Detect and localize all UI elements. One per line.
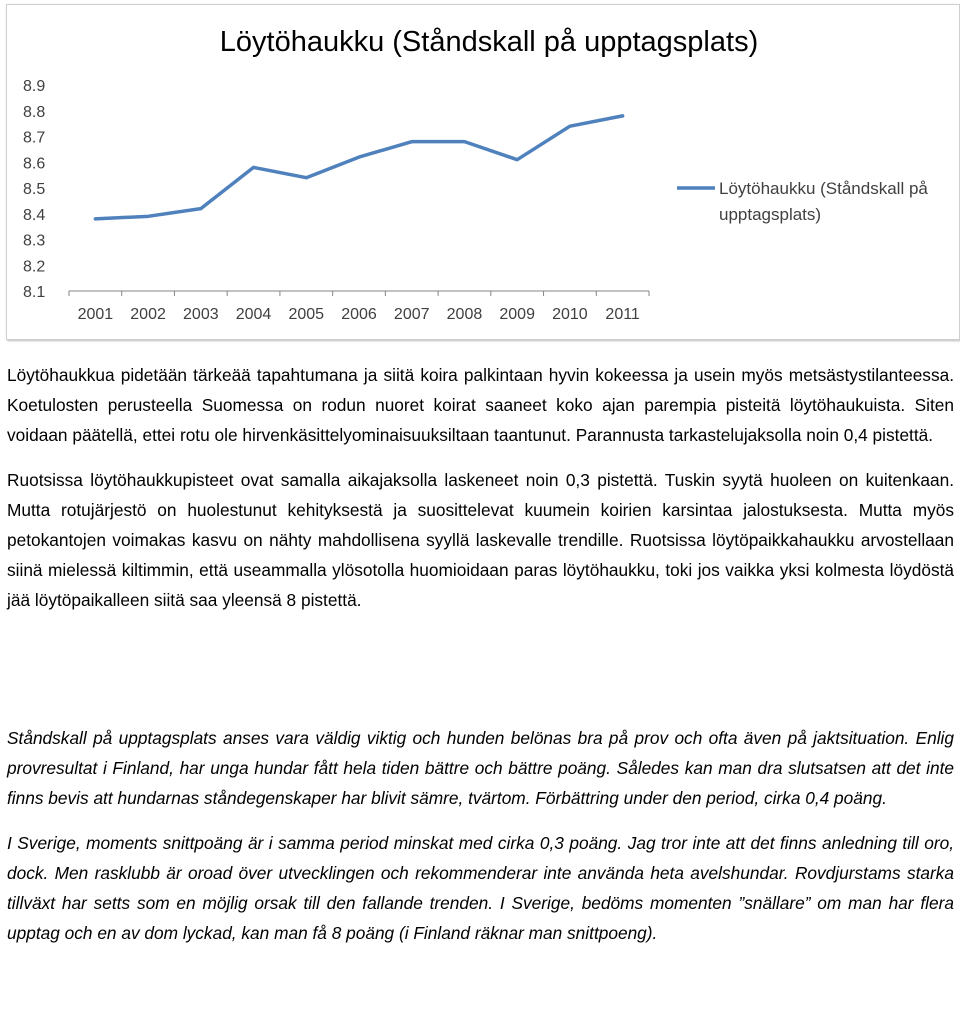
line-chart: [7, 5, 959, 339]
swedish-paragraph-1: Ståndskall på upptagsplats anses vara väldig viktig och hunden belönas bra på prov och ofta även på jaktsituation. Enlig provresultat i Finland, har unga hundar fått hela tiden bättre och bättre poäng. Således kan man dra slutsatsen att det inte finns bevis att hundarnas ståndegenskaper har blivit sämre, tvärtom. Förbättring under den period, cirka 0,4 poäng.: [7, 728, 954, 808]
y-tick-label: 8.2: [23, 258, 46, 276]
series-line: [95, 116, 622, 219]
chart-title: Löytöhaukku (Ståndskall på upptagsplats): [219, 26, 759, 58]
y-tick-label: 8.9: [23, 78, 46, 95]
swedish-paragraph-2: I Sverige, moments snittpoäng är i samma period minskat med cirka 0,3 poäng. Jag tror inte att det finns anledning till oro, dock. Men rasklubb är oroad över utvecklingen och rekommenderar inte använda heta avelshundar. Rovdjurstams starka tillväxt har setts som en möjlig orsak till den fallande trenden. I Sverige, bedöms momenten ”snällare” om man har flera upptag och en av dom lyckad, kan man få 8 poäng (i Finland räknar man snittpoeng).: [7, 833, 954, 943]
swedish-text: [7, 723, 954, 948]
x-tick-label: 2006: [341, 306, 377, 323]
x-tick-label: 2002: [130, 306, 166, 323]
x-tick-label: 2011: [605, 306, 640, 323]
x-tick-label: 2007: [393, 306, 430, 323]
x-tick-label: 2008: [446, 306, 483, 323]
x-tick-label: 2004: [235, 306, 272, 323]
y-tick-label: 8.6: [23, 155, 46, 173]
finnish-paragraph-1: Löytöhaukkua pidetään tärkeää tapahtumana ja siitä koira palkintaan hyvin kokeessa ja usein myös metsästystilanteessa. Koetulosten perusteella Suomessa on rodun nuoret koirat saaneet koko ajan parempia pisteitä löytöhaukuista. Siten voidaan päätellä, ettei rotu ole hirvenkäsittelyominaisuuksiltaan taantunut. Parannusta tarkastelujaksolla noin 0,4 pistettä.: [7, 365, 954, 445]
y-axis-ticks: [23, 78, 45, 301]
x-tick-label: 2010: [552, 306, 588, 323]
y-tick-label: 8.5: [23, 181, 46, 198]
x-tick-label: 2009: [499, 306, 535, 323]
x-axis: [69, 291, 649, 323]
y-tick-label: 8.3: [23, 232, 46, 250]
x-tick-label: 2005: [288, 306, 325, 323]
x-tick-label: 2003: [183, 306, 219, 323]
y-tick-label: 8.8: [23, 103, 46, 121]
chart-area: [6, 4, 960, 340]
finnish-paragraph-2: Ruotsissa löytöhaukkupisteet ovat samalla aikajaksolla laskeneet noin 0,3 pistettä. Tuskin syytä huoleen on kuitenkaan. Mutta rotujärjestö on huolestunut kehityksestä ja suosittelevat kuumein koirien karsintaa jalostuksesta. Mutta myös petokantojen voimakas kasvu on nähty mahdollisena syyllä laskevalle trendille. Ruotsissa löytöpaikkahaukku arvostellaan siinä mielessä kiltimmin, että useammalla ylösotolla huomioidaan paras löytöhaukku, toki jos vaikka yksi kolmesta löydöstä jää löytöpaikalleen siitä saa yleensä 8 pistettä.: [7, 470, 954, 610]
y-tick-label: 8.4: [23, 206, 46, 224]
y-tick-label: 8.1: [23, 284, 46, 301]
legend-label-line-2: upptagsplats): [719, 205, 822, 224]
series-layer: [95, 116, 622, 219]
x-tick-label: 2001: [77, 306, 114, 323]
y-tick-label: 8.7: [23, 129, 46, 147]
legend-label-line-1: Löytöhaukku (Ståndskall på: [719, 179, 928, 198]
legend: [677, 179, 928, 224]
finnish-text: [7, 360, 954, 615]
